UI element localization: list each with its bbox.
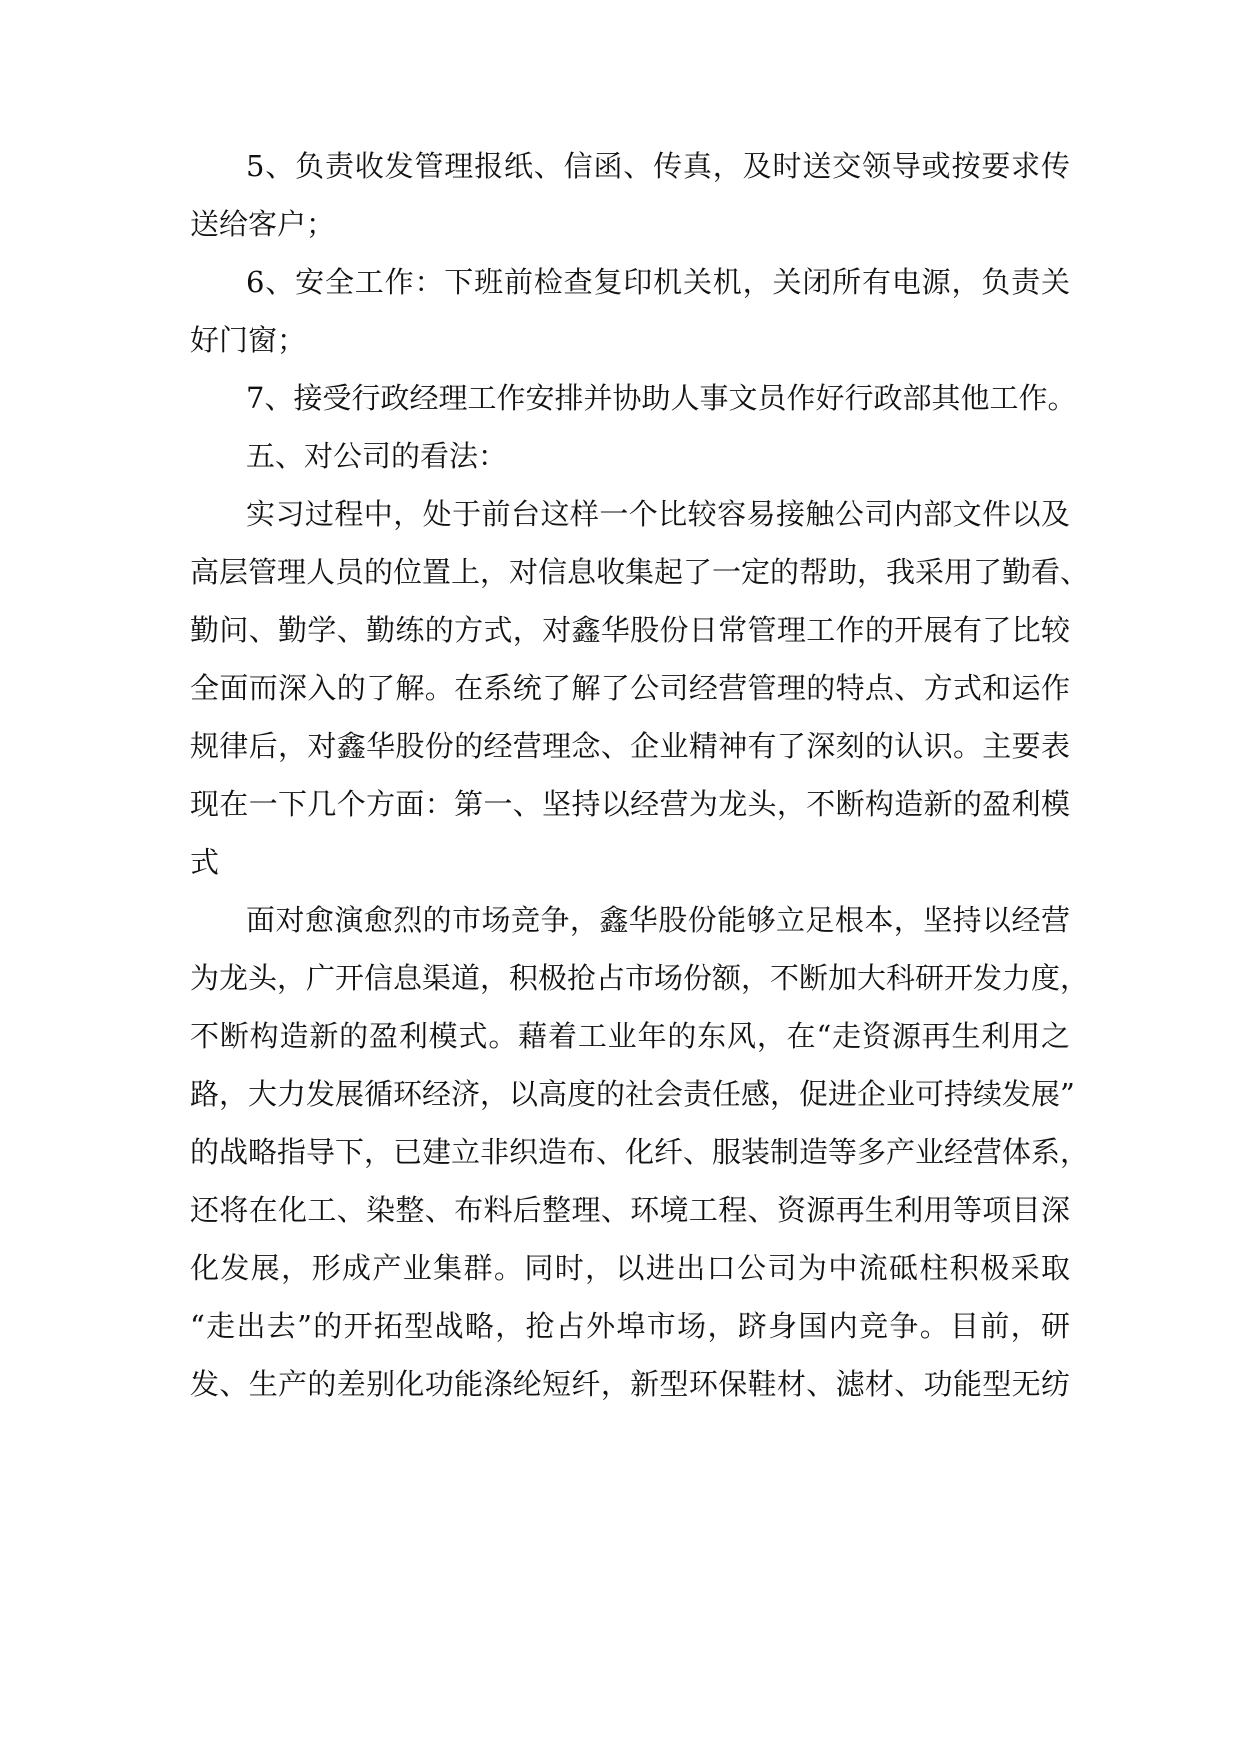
text-line: 为龙头，广开信息渠道，积极抢占市场份额，不断加大科研开发力度，	[190, 961, 1090, 995]
text-line: 发、生产的差别化功能涤纶短纤，新型环保鞋材、滤材、功能型无纺	[190, 1367, 1070, 1401]
text-line: 好门窗；	[190, 323, 307, 357]
text-line: 规律后，对鑫华股份的经营理念、企业精神有了深刻的认识。主要表	[190, 729, 1070, 763]
text-line: 全面而深入的了解。在系统了解了公司经营管理的特点、方式和运作	[190, 671, 1070, 705]
text-line: “走出去”的开拓型战略，抢占外埠市场，跻身国内竞争。目前，研	[190, 1309, 1070, 1343]
text-line: 6、安全工作：下班前检查复印机关机，关闭所有电源，负责关	[246, 265, 1070, 299]
text-line: 不断构造新的盈利模式。藉着工业年的东风，在“走资源再生利用之	[190, 1019, 1070, 1053]
text-line: 7、接受行政经理工作安排并协助人事文员作好行政部其他工作。	[246, 381, 1077, 415]
text-line: 送给客户；	[190, 207, 336, 241]
text-line: 面对愈演愈烈的市场竞争，鑫华股份能够立足根本，坚持以经营	[246, 903, 1070, 937]
text-line: 勤问、勤学、勤练的方式，对鑫华股份日常管理工作的开展有了比较	[190, 613, 1070, 647]
text-line: 还将在化工、染整、布料后整理、环境工程、资源再生利用等项目深	[190, 1193, 1070, 1227]
text-line: 的战略指导下，已建立非织造布、化纤、服装制造等多产业经营体系，	[190, 1135, 1090, 1169]
text-line: 现在一下几个方面：第一、坚持以经营为龙头，不断构造新的盈利模	[190, 787, 1070, 821]
text-line: 化发展，形成产业集群。同时，以进出口公司为中流砥柱积极采取	[190, 1251, 1070, 1285]
text-line: 5、负责收发管理报纸、信函、传真，及时送交领导或按要求传	[246, 149, 1070, 183]
text-line: 式	[190, 845, 220, 879]
section-heading: 五、对公司的看法：	[246, 439, 508, 473]
text-line: 高层管理人员的位置上，对信息收集起了一定的帮助，我采用了勤看、	[190, 555, 1090, 589]
text-line: 实习过程中，处于前台这样一个比较容易接触公司内部文件以及	[246, 497, 1070, 531]
text-line: 路，大力发展循环经济，以高度的社会责任感，促进企业可持续发展”	[190, 1077, 1075, 1111]
